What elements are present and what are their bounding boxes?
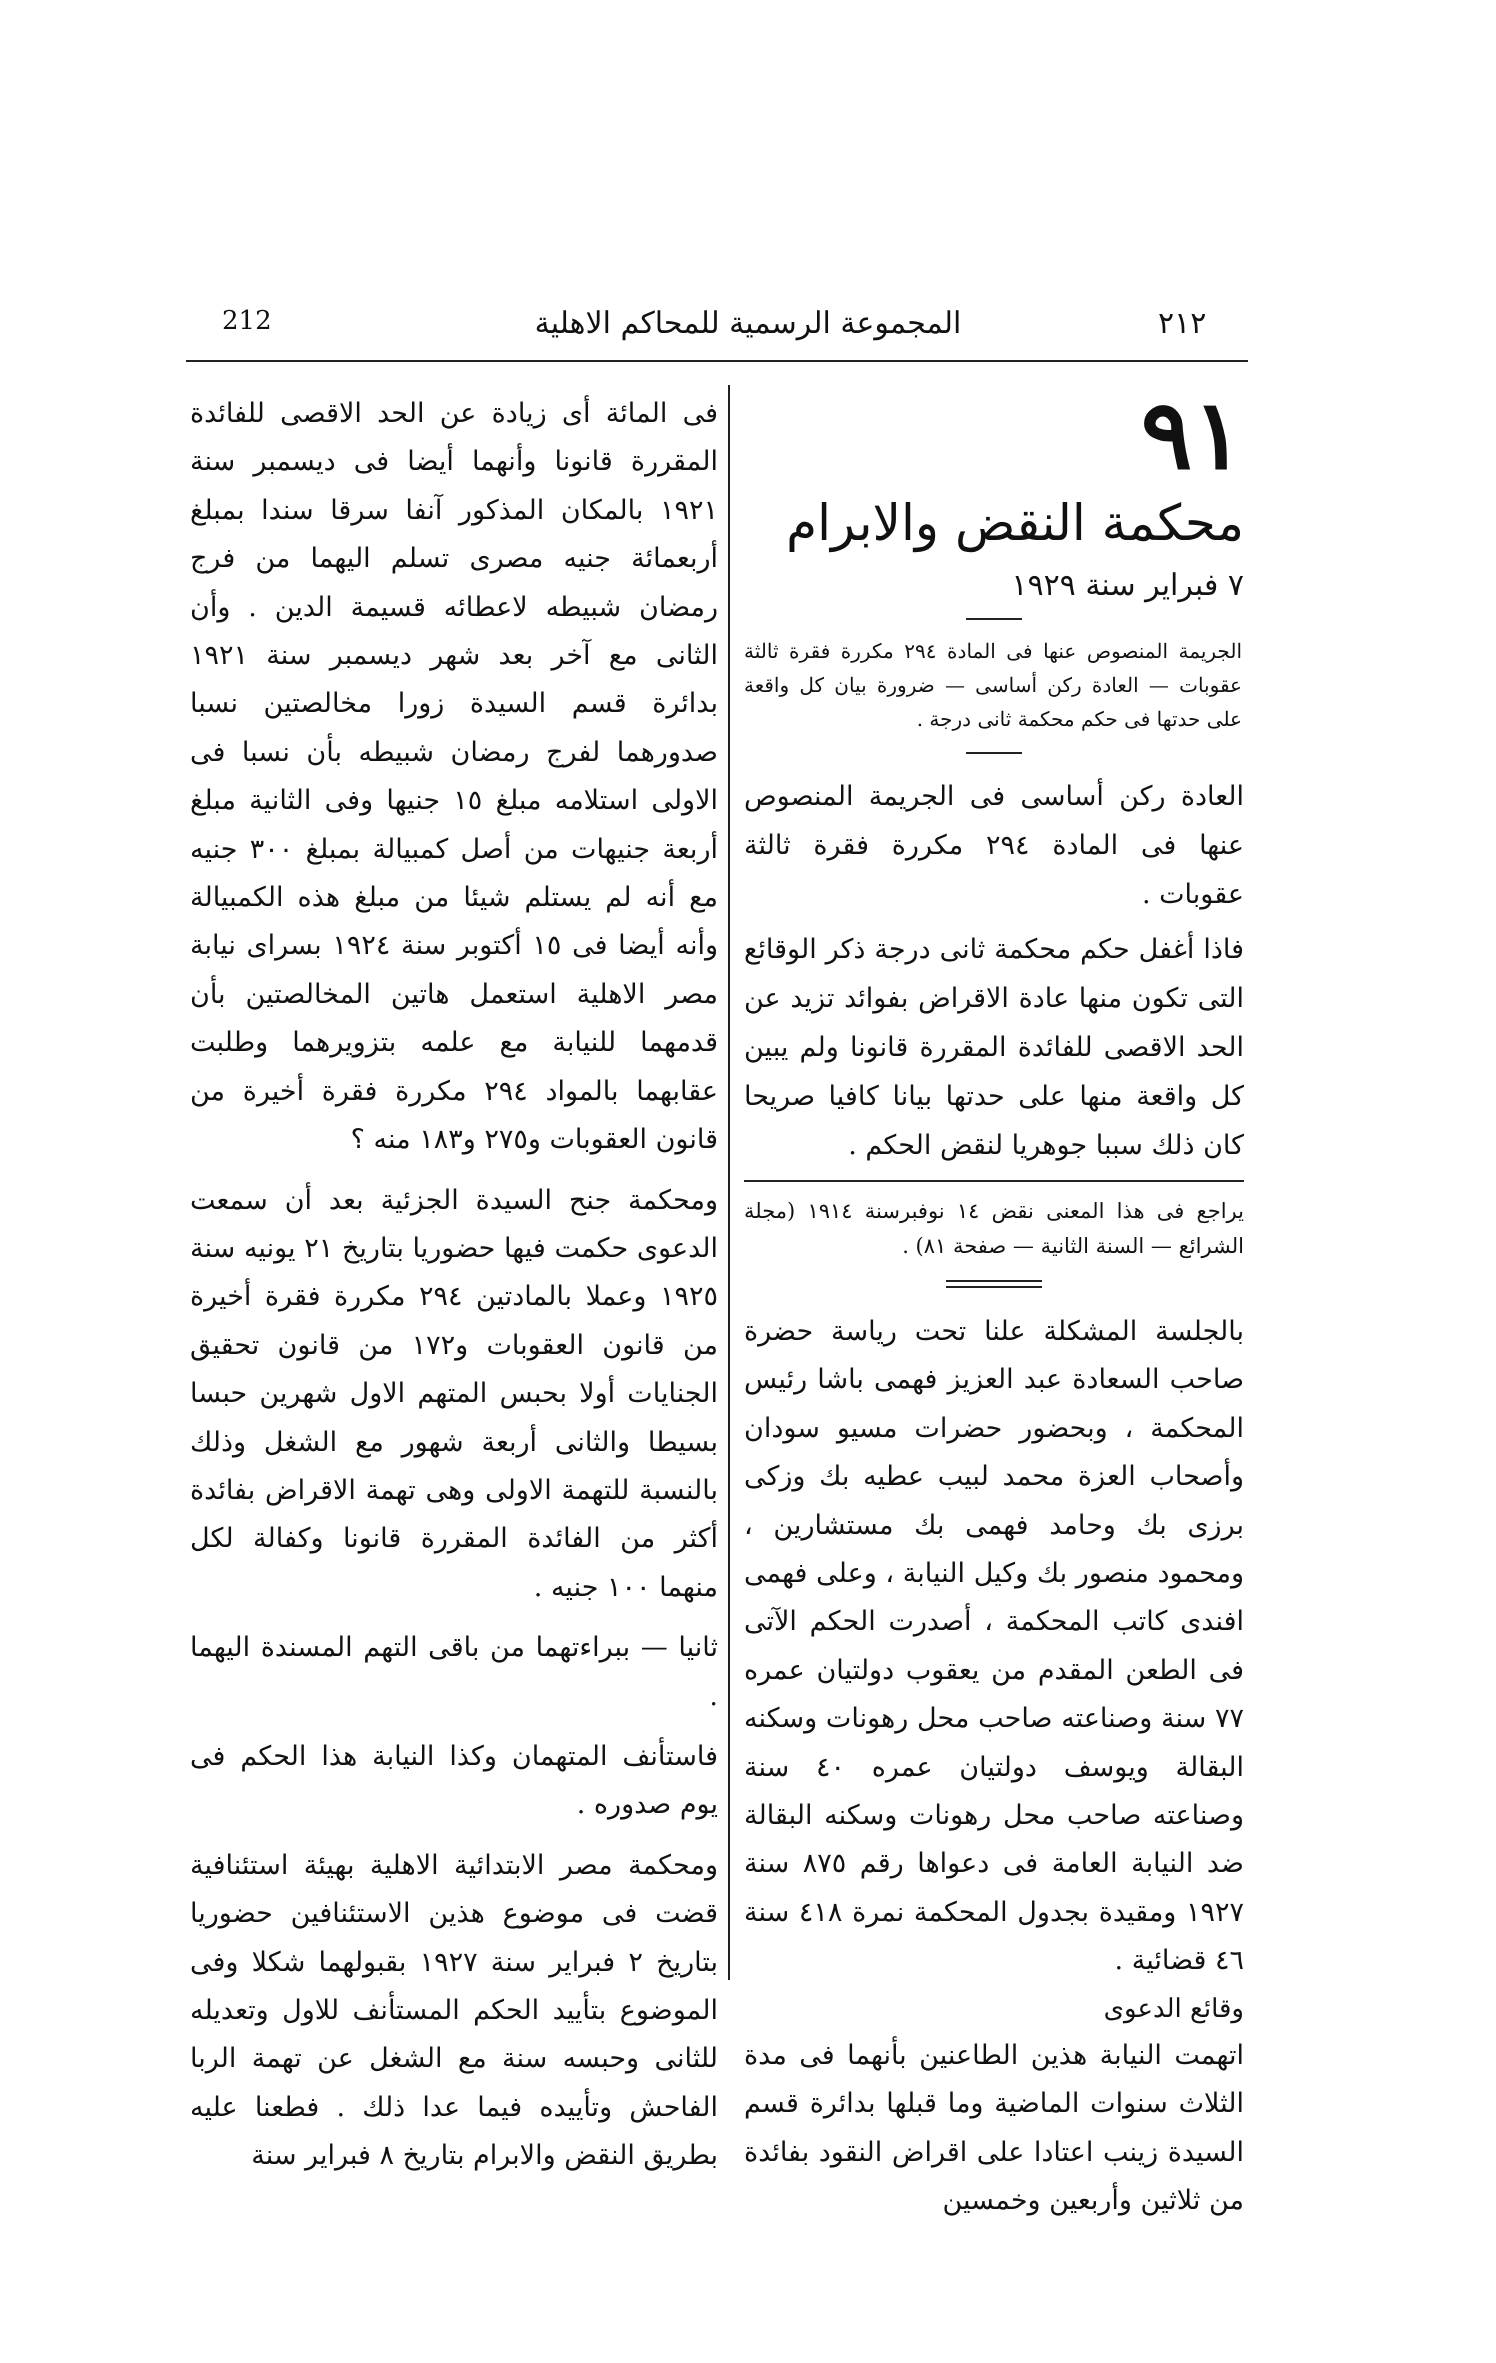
case-date: ٧ فبراير سنة ١٩٢٩	[1011, 568, 1244, 603]
body-paragraph: ثانيا — ببراءتهما من باقى التهم المسندة اليهما .	[190, 1632, 718, 1712]
header-rule	[186, 360, 1248, 362]
case-number: ٩١	[1140, 378, 1244, 491]
principle-paragraph: العادة ركن أساسى فى الجريمة المنصوص عنها فى المادة ٢٩٤ مكررة فقرة ثالثة عقوبات .	[744, 781, 1244, 910]
session-paragraph: بالجلسة المشكلة علنا تحت رياسة حضرة صاحب السعادة عبد العزيز فهمى باشا رئيس المحكمة ، وبحضور حضرات مسيو سودان وأصحاب العزة محمد لبيب عطيه بك وزكى برزى بك وحامد فهمى بك مستشارين ، ومحمود منصور بك وكيل النيابة ، وعلى فهمى افندى كاتب المحكمة ، أصدرت الحكم الآتى فى الطعن المقدم من يعقوب دولتيان عمره ٧٧ سنة وصناعته صاحب محل رهونات وسكنه البقالة ويوسف دولتيان عمره ٤٠ سنة وصناعته صاحب محل رهونات وسكنه البقالة ضد النيابة العامة فى دعواها رقم ٨٧٥ سنة ١٩٢٧ ومقيدة بجدول المحكمة نمرة ٤١٨ سنة ٤٦ قضائية .	[744, 1316, 1244, 1977]
journal-title: المجموعة الرسمية للمحاكم الاهلية	[534, 306, 962, 341]
facts-heading: وقائع الدعوى	[1103, 1993, 1244, 2024]
divider	[966, 752, 1022, 754]
body-paragraph: فى المائة أى زيادة عن الحد الاقصى للفائدة المقررة قانونا وأنهما أيضا فى ديسمبر سنة ١٩٢١ بالمكان المذكور آنفا سرقا سندا بمبلغ أربعمائة جنيه مصرى تسلم اليهما من فرج رمضان شبيطه لاعطائه قسيمة الدين . وأن الثانى مع آخر بعد شهر ديسمبر سنة ١٩٢١ بدائرة قسم السيدة زورا مخالصتين نسبا صدورهما لفرج رمضان شبيطه بأن نسبا فى الاولى استلامه مبلغ ١٥ جنيها وفى الثانية مبلغ أربعة جنيهات من أصل كمبيالة بمبلغ ٣٠٠ جنيه مع أنه لم يستلم شيئا من مبلغ هذه الكمبيالة وأنه أيضا فى ١٥ أكتوبر سنة ١٩٢٤ بسراى نيابة مصر الاهلية استعمل هاتين المخالصتين بأن قدمهما للنيابة مع علمه بتزويرهما وطلبت عقابهما بالمواد ٢٩٤ مكررة فقرة أخيرة من قانون العقوبات و٢٧٥ و١٨٣ منه ؟	[190, 398, 718, 1156]
page-number-arabic: ٢١٢	[1158, 306, 1207, 341]
divider	[744, 1180, 1244, 1182]
body-paragraph: ومحكمة مصر الابتدائية الاهلية بهيئة استئنافية قضت فى موضوع هذين الاستئنافين حضوريا بتاريخ ٢ فبراير سنة ١٩٢٧ بقبولهما شكلا وفى الموضوع بتأييد الحكم المستأنف للاول وتعديله للثانى وحبسه سنة مع الشغل عن تهمة الربا الفاحش وتأييده فيما عدا ذلك . فطعنا عليه بطريق النقض والابرام بتاريخ ٨ فبراير سنة	[190, 1849, 719, 2172]
left-column	[190, 390, 718, 2181]
double-divider	[946, 1280, 1042, 1288]
body-paragraph: ومحكمة جنح السيدة الجزئية بعد أن سمعت الدعوى حكمت فيها حضوريا بتاريخ ٢١ يونيه سنة ١٩٢٥ وعملا بالمادتين ٢٩٤ مكررة فقرة أخيرة من قانون العقوبات و١٧٢ من قانون تحقيق الجنايات أولا بحبس المتهم الاول شهرين حبسا بسيطا والثانى أربعة شهور مع الشغل وذلك بالنسبة للتهمة الاولى وهى تهمة الاقراض بفائدة أكثر من الفائدة المقررة قانونا وكفالة لكل منهما ١٠٠ جنيه .	[190, 1184, 718, 1603]
headnote: الجريمة المنصوص عنها فى المادة ٢٩٤ مكررة فقرة ثالثة عقوبات — العادة ركن أساسى — ضرورة بيان كل واقعة على حدتها فى حكم محكمة ثانى درجة .	[744, 639, 1242, 731]
right-column	[744, 380, 1244, 2225]
facts-paragraph: اتهمت النيابة هذين الطاعنين بأنهما فى مدة الثلاث سنوات الماضية وما قبلها بدائرة قسم السيدة زينب اعتادا على اقراض النقود بفائدة من ثلاثين وأربعين وخمسين	[744, 2039, 1244, 2216]
principle-paragraph: فاذا أغفل حكم محكمة ثانى درجة ذكر الوقائع التى تكون منها عادة الاقراض بفوائد تزيد عن الحد الاقصى للفائدة المقررة قانونا ولم يبين كل واقعة منها على حدتها بيانا كافيا صريحا كان ذلك سببا جوهريا لنقض الحكم .	[744, 934, 1244, 1161]
reference-note: يراجع فى هذا المعنى نقض ١٤ نوفبرسنة ١٩١٤ (مجلة الشرائع — السنة الثانية — صفحة ٨١) .	[744, 1199, 1244, 1258]
body-paragraph: فاستأنف المتهمان وكذا النيابة هذا الحكم فى يوم صدوره .	[190, 1740, 718, 1821]
column-divider	[728, 385, 730, 1980]
page-number-latin: 212	[222, 306, 272, 336]
divider	[966, 618, 1022, 620]
court-name: محكمة النقض والابرام	[786, 494, 1244, 552]
